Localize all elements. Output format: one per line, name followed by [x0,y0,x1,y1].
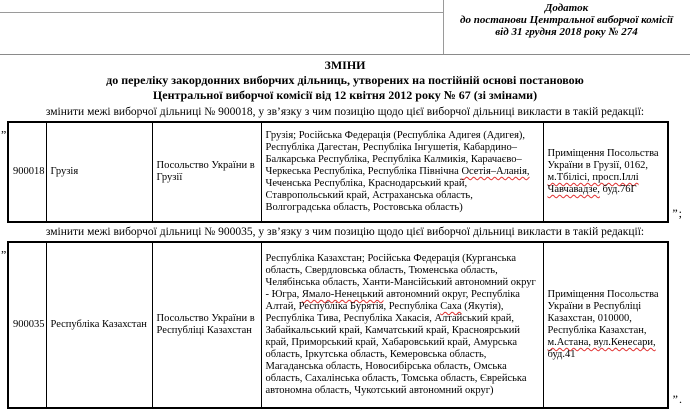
close-quote-mark: ”; [672,206,683,220]
country-cell: Республіка Казахстан [46,242,152,408]
annex-block [443,2,690,38]
territory-text: Грузія; Російська Федерація (Республіка Адигея (Адигея), Республіка Дагестан, Республіка Інгушетія, Кабардино–Балкарська Республіка, Республіка Калмикія, Карачаєво–Черкеська Республіка, Республіка Північна [265,130,526,177]
address-text: буд.41 [547,349,576,360]
amendment-section-900018 [0,105,690,223]
district-table-wrap [1,121,683,223]
territory-text: автономний округ, Республіка Алтай, Республіка Бурятія, Республіка [265,289,520,312]
district-number-cell: 900035 [8,242,46,408]
territory-spellcheck-text: Осетія–Аланія, [461,166,530,177]
annex-line-1: Додаток [544,2,589,14]
amendment-intro: змінити межі виборчої дільниці № 900035, у зв’язку з чим позицію щодо цієї виборчої дільниці викласти в такій редакції: [45,226,645,238]
territory-spellcheck-text: Саха [440,301,462,312]
table-row [8,242,668,408]
territory-text: Республіка Казахстан; Російська Федерація (Курганська область, Свердловська область, Тюменська область, Челябінська область, Ханти-Мансійський автономний округ - Югра, [265,253,536,300]
annex-line-2: до постанови Центральної виборчої комісії [460,14,673,26]
title-line-3: Центральної виборчої комісії від 12 квітня 2012 року № 67 (зі змінами) [152,88,538,102]
address-spellcheck-text: м.Тбілісі, просп.Іллі Чавчавадзе, [547,172,639,195]
address-text: буд.76Г [599,184,637,195]
institution-cell: Посольство України в Грузії [152,122,261,222]
district-table-wrap [1,241,683,409]
district-table-900035 [7,241,669,409]
annex-line-3: від 31 грудня 2018 року № 274 [495,26,638,38]
amendment-section-900035 [0,225,690,409]
territory-text: Чеченська Республіка, Краснодарський край, Ставропольський край, Астраханська область, Волгоградська область, Ростовська область) [265,178,473,213]
territory-text: (Якутія), Республіка Тива, Республіка Хакасія, Алтайський край, Забайкальський край, Камчатський край, Красноярський край, Приморський край, Хабаровський край, Амурська область, Іркутська область, Кемеровська область, Магаданська область, Новосибірська область, Омська область, Сахалінська область, Томська область, Єврейська автономна область, Чукотський автономний округ) [265,301,527,396]
address-spellcheck-text: м.Астана, вул.Кенесари, [547,337,656,348]
document-title [0,58,690,103]
address-text: Приміщення Посольства України в Грузії, 0162, [547,148,659,171]
territory-cell [261,122,543,222]
table-row [8,122,668,222]
title-line-1: ЗМІНИ [324,58,366,72]
address-text: Приміщення Посольства України в Республіці Казахстан, 010000, Республіка Казахстан, [547,289,659,336]
open-quote-mark: „ [1,121,7,135]
header-divider-rule [0,54,690,55]
country-cell: Грузія [46,122,152,222]
territory-spellcheck-text: Ямало-Ненецький [301,289,384,300]
territory-cell [261,242,543,408]
amendment-intro: змінити межі виборчої дільниці № 900018, у зв’язку з чим позицію щодо цієї виборчої дільниці викласти в такій редакції: [45,106,645,118]
address-cell [543,242,668,408]
district-table-900018 [7,121,669,223]
top-partial-horizontal-rule [0,12,444,13]
institution-cell: Посольство України в Республіці Казахстан [152,242,261,408]
address-cell [543,122,668,222]
title-line-2: до переліку закордонних виборчих дільниць, утворених на постійній основі постановою [106,73,584,87]
close-quote-mark: ”. [672,392,683,406]
district-number-cell: 900018 [8,122,46,222]
open-quote-mark: „ [1,241,7,255]
